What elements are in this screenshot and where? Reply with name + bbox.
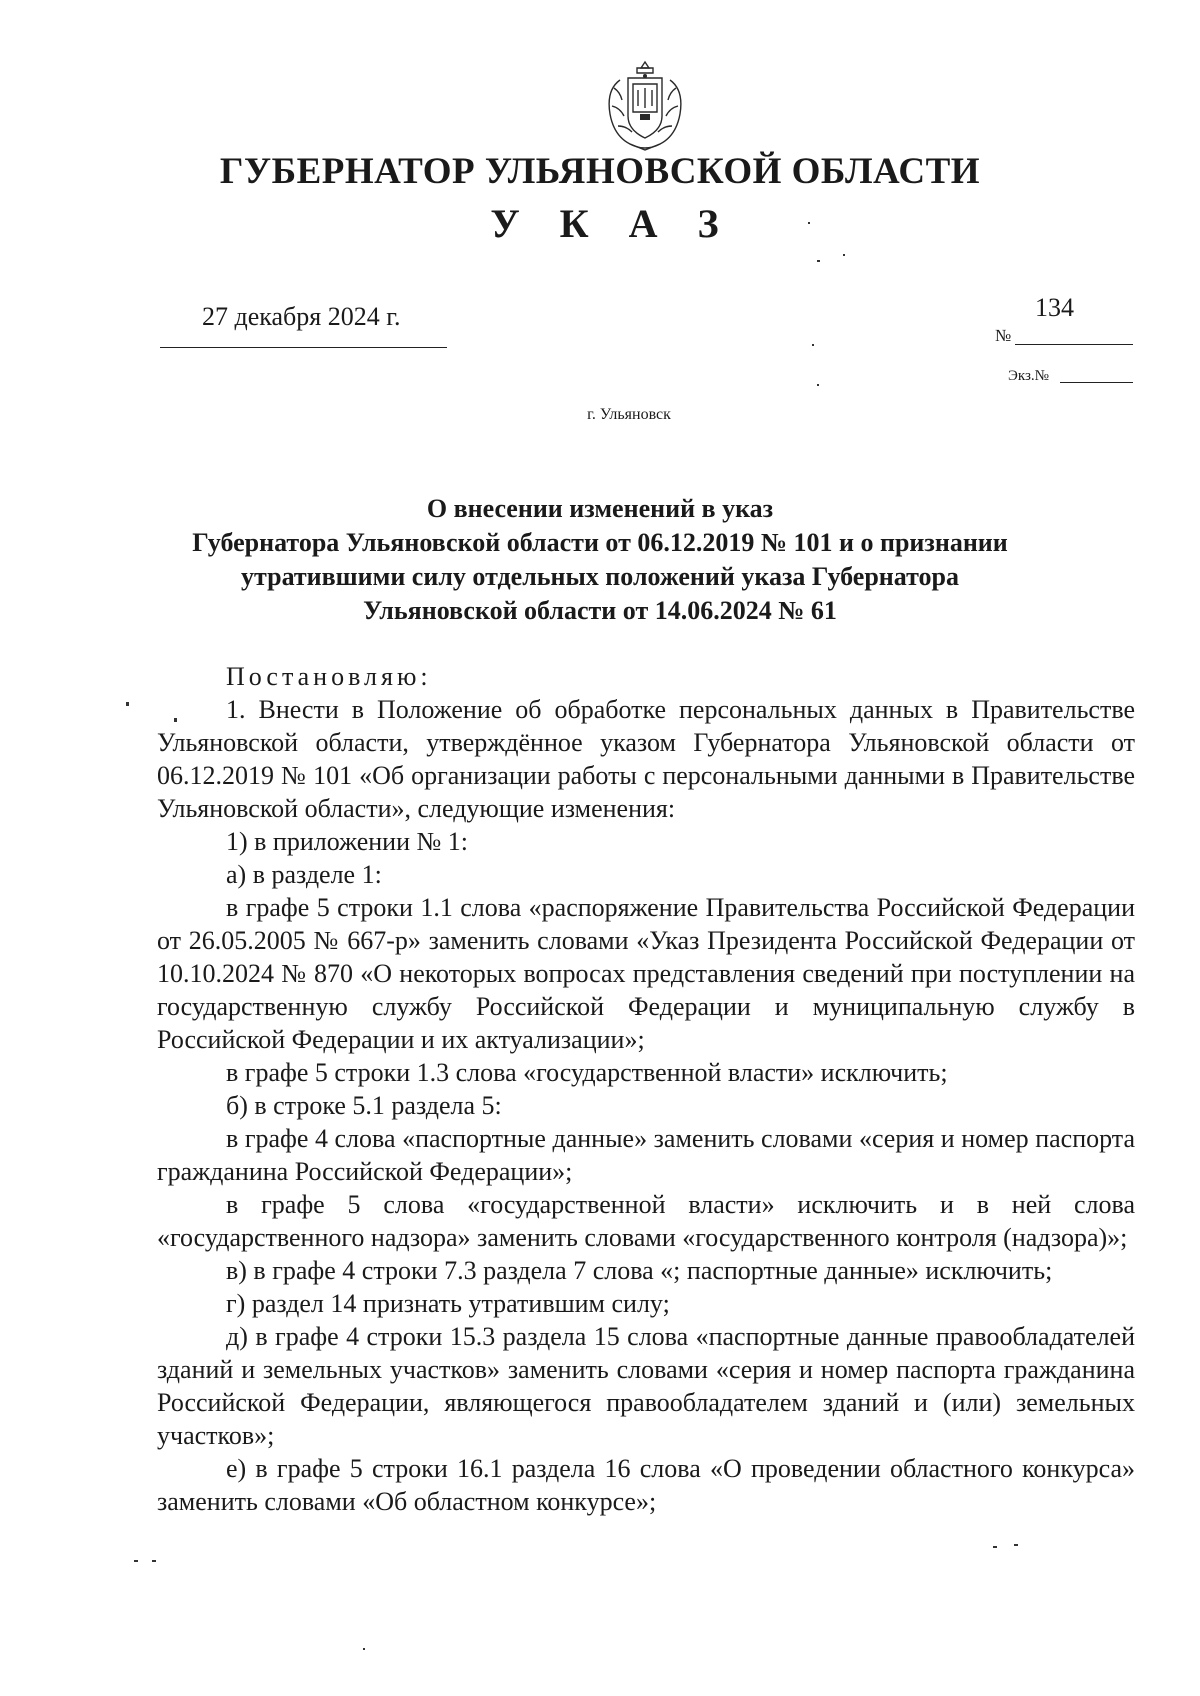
scan-speck	[1014, 1544, 1018, 1546]
heading-line: О внесении изменений в указ	[426, 494, 774, 523]
scan-speck	[817, 384, 819, 386]
body-paragraph: 1. Внести в Положение об обработке персональных данных в Правительстве Ульяновской области, утверждённое указом Губернатора Ульяновской области от 06.12.2019 № 101 «Об организации работы с персональными данными в Правительстве Ульяновской области», следующие изменения:	[157, 695, 1135, 823]
copy-number-underline	[1060, 382, 1133, 383]
scan-speck	[174, 718, 177, 722]
scan-speck	[134, 1560, 138, 1562]
decree-word: Постановляю:	[226, 662, 432, 691]
copy-number-label: Экз.№	[1008, 368, 1049, 384]
organization-title: ГУБЕРНАТОР УЛЬЯНОВСКОЙ ОБЛАСТИ	[219, 151, 981, 192]
date-underline	[160, 347, 447, 348]
number-underline	[1015, 344, 1133, 345]
scan-speck	[812, 344, 814, 346]
heading-line: утратившими силу отдельных положений указа Губернатора	[241, 562, 959, 591]
scan-speck	[843, 254, 845, 256]
heading-line: Ульяновской области от 14.06.2024 № 61	[363, 596, 837, 625]
scan-speck	[817, 260, 820, 262]
scan-speck	[126, 702, 129, 706]
document-date: 27 декабря 2024 г.	[202, 302, 401, 331]
document-body	[157, 660, 1135, 1518]
body-paragraph: в) в графе 4 строки 7.3 раздела 7 слова «; паспортные данные» исключить;	[226, 1256, 1053, 1285]
number-label: №	[995, 326, 1012, 345]
document-type: У К А З	[490, 201, 734, 246]
body-paragraph: в графе 5 строки 1.1 слова «распоряжение Правительства Российской Федерации от 26.05.2005 № 667-р» заменить словами «Указ Президента Российской Федерации от 10.10.2024 № 870 «О некоторых вопросах представления сведений при поступлении на государственную службу Российской Федерации и муниципальную службу в Российской Федерации и их актуализации»;	[157, 893, 1135, 1054]
document-heading	[150, 492, 1050, 628]
scan-speck	[363, 1648, 365, 1650]
body-paragraph: б) в строке 5.1 раздела 5:	[226, 1091, 502, 1120]
scan-speck	[808, 222, 810, 224]
heading-line: Губернатора Ульяновской области от 06.12.2019 № 101 и о признании	[192, 528, 1008, 557]
document-number: 134	[1035, 293, 1074, 322]
scan-speck	[152, 1560, 156, 1562]
body-paragraph: г) раздел 14 признать утратившим силу;	[226, 1289, 670, 1318]
body-paragraph: д) в графе 4 строки 15.3 раздела 15 слова «паспортные данные правообладателей зданий и земельных участков» заменить словами «серия и номер паспорта гражданина Российской Федерации, являющегося правообладателем зданий и (или) земельных участков»;	[157, 1322, 1135, 1450]
body-paragraph: в графе 5 строки 1.3 слова «государственной власти» исключить;	[226, 1058, 948, 1087]
body-paragraph: в графе 4 слова «паспортные данные» заменить словами «серия и номер паспорта гражданина Российской Федерации»;	[157, 1124, 1135, 1186]
scan-speck	[993, 1546, 997, 1548]
body-paragraph: 1) в приложении № 1:	[226, 827, 469, 856]
body-paragraph: а) в разделе 1:	[226, 860, 382, 889]
body-paragraph: в графе 5 слова «государственной власти» исключить и в ней слова «государственного надзора» заменить словами «государственного контроля (надзора)»;	[157, 1190, 1135, 1252]
body-paragraph: е) в графе 5 строки 16.1 раздела 16 слова «О проведении областного конкурса» заменить словами «Об областном конкурсе»;	[157, 1454, 1135, 1516]
coat-of-arms-emblem	[600, 58, 690, 154]
document-city: г. Ульяновск	[587, 406, 671, 423]
